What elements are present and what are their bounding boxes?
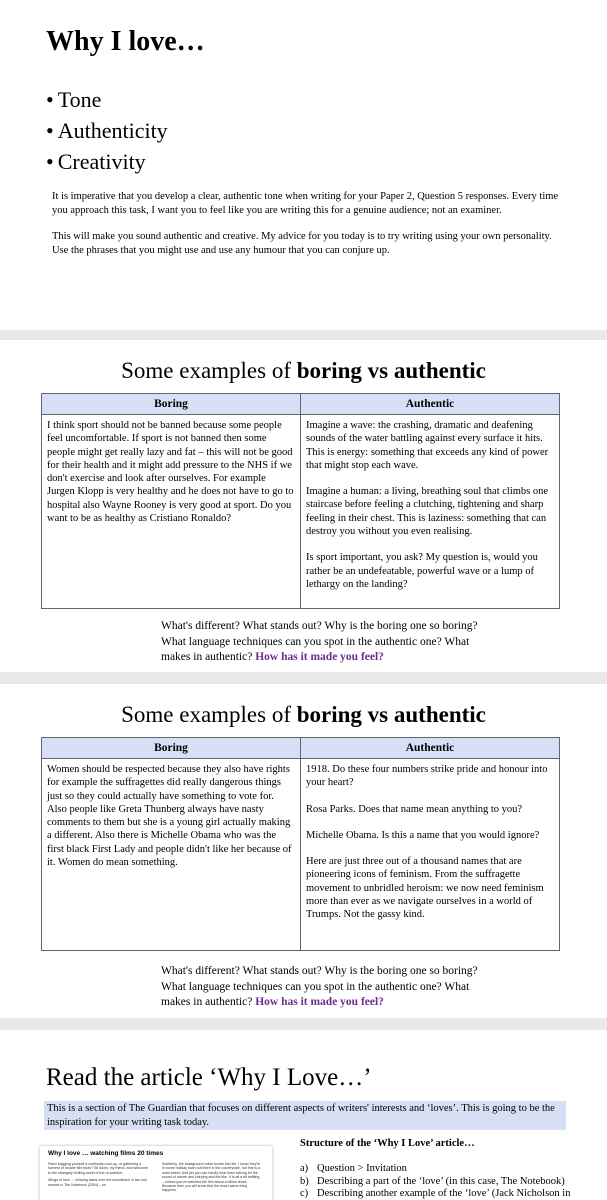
question-text: What's different? What stands out? Why is the boring one so boring? What language techniques can you spot in the authentic one? What makes in authentic? xyxy=(161,620,478,663)
slide-title: Read the article ‘Why I Love…’ xyxy=(46,1064,372,1091)
info-banner: This is a section of The Guardian that focuses on different aspects of writers' interests and ‘loves’. This is going to be the inspiration for your writing task today. xyxy=(44,1101,566,1130)
boring-paragraph: I think sport should not be banned because some people feel uncomfortable. If sport is not banned then some people might get really lazy and fat – this will not be good for their health and it might add pressure to the NHS if we don't exercise and look after ourselves. For example Jurgen Klopp is very healthy and he does not have to go to hospital also Wayne Rooney is very good at sport. Do you want to be as healthy as Cristiano Ronaldo? xyxy=(47,420,294,525)
structure-list xyxy=(300,1163,580,1200)
article-paragraph: Panic bagging yourself a continuity cock-up, or gathering a harvest of arcane film facts? Sit down, my friend, and welcome to the strangely thrilling world of the re-watcher. xyxy=(48,1162,148,1175)
boring-paragraph: Women should be respected because they also have rights for example the suffragettes did really dangerous things just so they could actually have something to vote for. Also people like Greta Thunberg always have nasty comments to them but she is a young girl actually making a different. Also there is Michelle Obama who was the first black First Lady and people didn't like her because of it. Women do mean something. xyxy=(47,764,292,869)
structure-item xyxy=(300,1163,580,1176)
structure-marker: b) xyxy=(300,1175,309,1187)
structure-title: Structure of the ‘Why I Love’ article… xyxy=(300,1138,475,1149)
article-column-left xyxy=(48,1162,148,1190)
structure-item xyxy=(300,1188,580,1200)
slide-why-i-love-intro xyxy=(0,0,607,330)
question-emphasis: How has it made you feel? xyxy=(255,996,384,1008)
column-header-boring: Boring xyxy=(42,394,301,415)
boring-cell xyxy=(42,415,301,609)
bullet-item: • Creativity xyxy=(46,146,168,177)
slide-title: Why I love… xyxy=(46,26,205,57)
authentic-paragraph: Imagine a wave: the crashing, dramatic and deafening sounds of the water battling against every surface it hits. This is energy: something that exceeds any kind of power that might stop each wave. xyxy=(306,420,549,471)
authentic-paragraph: Imagine a human: a living, breathing soul that climbs one staircase before feeling a clutching, tightening and sharp feeling in their chest. This is laziness: something that can destroy you without you even realising. xyxy=(306,486,549,538)
title-prefix: Some examples of xyxy=(121,702,297,727)
comparison-table xyxy=(41,737,560,951)
structure-marker: a) xyxy=(300,1163,309,1174)
authentic-cell xyxy=(301,415,560,609)
slide-examples-sport xyxy=(0,340,607,672)
slide-read-article xyxy=(0,1030,607,1200)
slide-title xyxy=(0,358,607,384)
authentic-paragraph: 1918. Do these four numbers strike pride and honour into your heart? xyxy=(306,764,548,789)
boring-cell xyxy=(42,759,301,951)
article-title: Why I love … watching films 20 times xyxy=(48,1150,164,1157)
bullet-item: • Tone xyxy=(46,84,168,115)
structure-text: Describing another example of the ‘love’ (Jack Nicholson in xyxy=(317,1188,571,1199)
question-emphasis: How has it made you feel? xyxy=(255,651,384,663)
authentic-paragraph: Rosa Parks. Does that name mean anything to you? xyxy=(306,803,523,815)
title-prefix: Some examples of xyxy=(121,358,297,383)
authentic-paragraph: Michelle Obama. Is this a name that you would ignore? xyxy=(306,829,540,841)
authentic-paragraph: Is sport important, you ask? My question is, would you rather be an undefeatable, powerful wave or a lump of lethargy on the landing? xyxy=(306,552,538,590)
article-column-right xyxy=(162,1162,262,1196)
article-paragraph: Wings of love … chirping takes over the soundtrack in two key scenes in The Notebook (2004) – so xyxy=(48,1178,147,1187)
comparison-table xyxy=(41,393,560,609)
intro-text xyxy=(52,190,562,257)
structure-item xyxy=(300,1176,580,1189)
discussion-question xyxy=(161,619,491,666)
structure-text: Describing a part of the ‘love’ (in this case, The Notebook) xyxy=(317,1175,565,1187)
authentic-cell xyxy=(301,759,560,951)
question-text: What's different? What stands out? Why is the boring one so boring? What language techniques can you spot in the authentic one? What makes in authentic? xyxy=(161,965,478,1008)
article-paragraph: Suddenly, the background noise bursts into life. I know they're in some holiday town out there in the countryside, but this is a main street. And yet you can hardly hear them talking for the sound of nature and chirping and the like. It is all a bit baffling – unless you've watched the film about a billion times. Because then you will know that the exact same thing happens xyxy=(162,1162,261,1193)
column-header-authentic: Authentic xyxy=(301,394,560,415)
intro-paragraph: It is imperative that you develop a clear, authentic tone when writing for your Paper 2, Question 5 responses. Every time you approach this task, I want you to feel like you are writing this for a genuine audience; not an examiner. xyxy=(52,191,559,216)
slide-title xyxy=(0,702,607,728)
authentic-paragraph: Here are just three out of a thousand names that are pioneering icons of feminism. From the suffragette movement to unbridled heroism: we now need feminism more than ever as we navigate ourselves in a world of Trumps. Not the gassy kind. xyxy=(306,856,544,921)
structure-marker: c) xyxy=(300,1188,309,1199)
column-header-authentic: Authentic xyxy=(301,738,560,759)
article-thumbnail[interactable] xyxy=(40,1146,272,1200)
discussion-question xyxy=(161,964,491,1011)
bullet-list xyxy=(46,84,168,177)
intro-paragraph: This will make you sound authentic and creative. My advice for you today is to try writing using your own personality. Use the phrases that you might use and use any humour that you can conjure up. xyxy=(52,231,552,256)
title-bold: boring vs authentic xyxy=(296,358,486,383)
article-structure xyxy=(300,1138,580,1200)
title-bold: boring vs authentic xyxy=(296,702,486,727)
structure-text: Question > Invitation xyxy=(317,1163,407,1174)
slide-examples-feminism xyxy=(0,684,607,1018)
bullet-item: • Authenticity xyxy=(46,115,168,146)
column-header-boring: Boring xyxy=(42,738,301,759)
